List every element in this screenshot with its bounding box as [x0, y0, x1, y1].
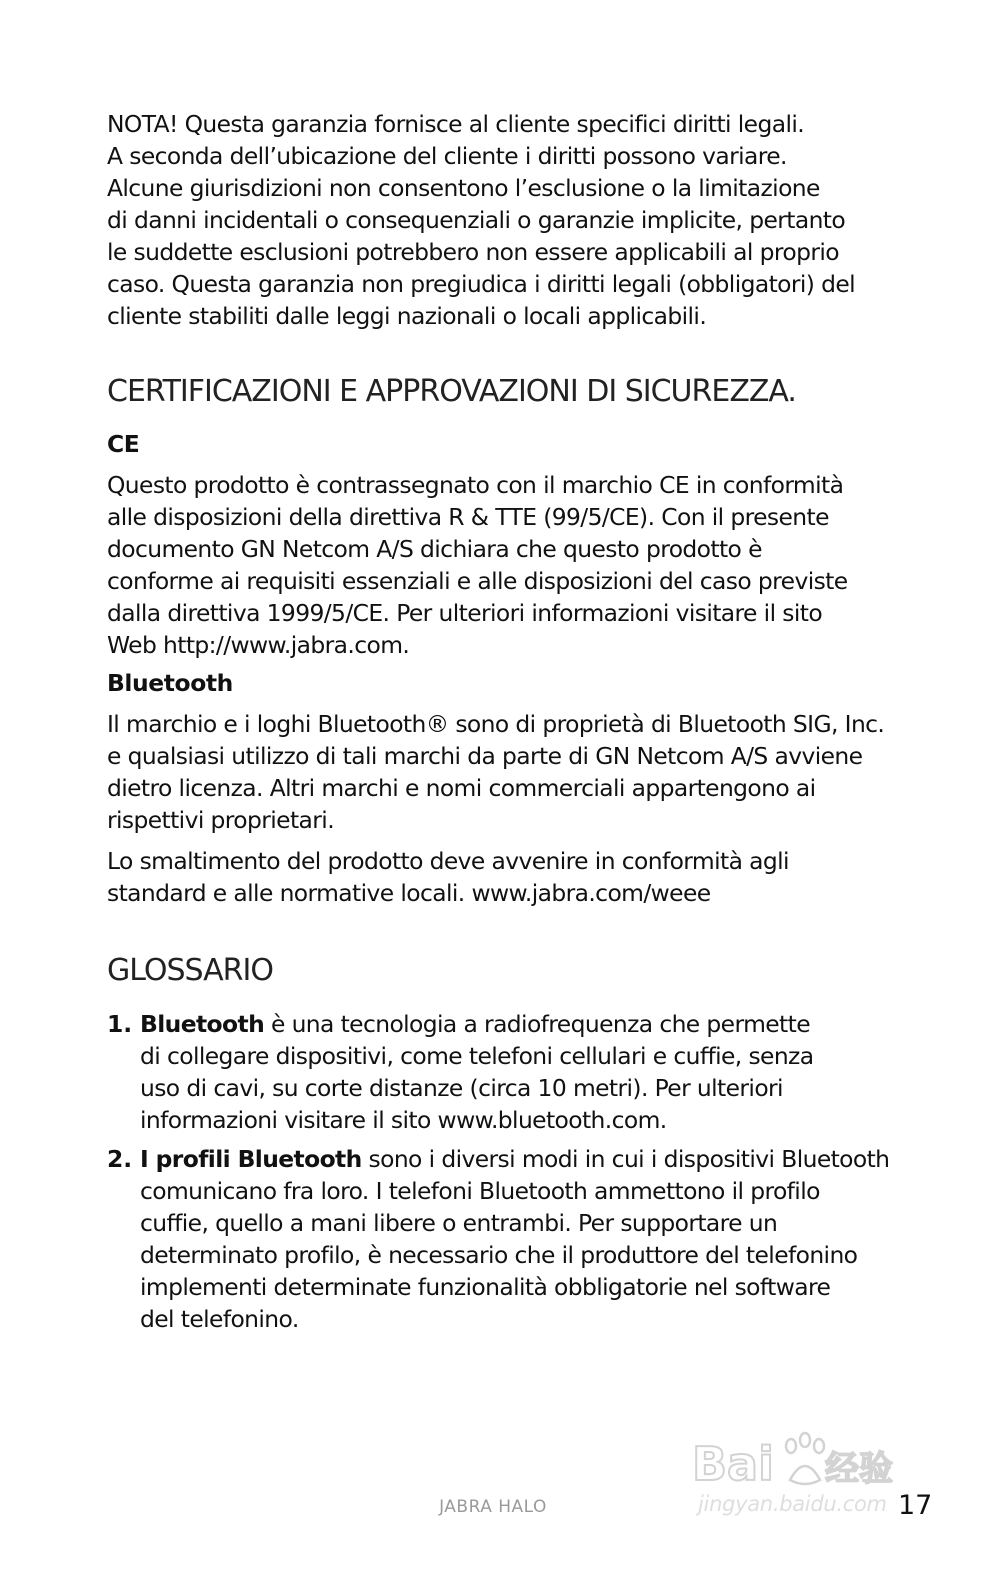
- list-number: 2.: [107, 1145, 133, 1173]
- text-line: caso. Questa garanzia non pregiudica i diritti legali (obbligatori) del: [107, 270, 856, 298]
- disposal-paragraph: [107, 845, 882, 909]
- bluetooth-paragraph: [107, 708, 885, 836]
- ce-subheading: CE: [107, 430, 140, 458]
- text-line: Alcune giurisdizioni non consentono l’esclusione o la limitazione: [107, 174, 820, 202]
- text-line: e qualsiasi utilizzo di tali marchi da parte di GN Netcom A/S avviene: [107, 742, 863, 770]
- text-line: documento GN Netcom A/S dichiara che questo prodotto è: [107, 535, 762, 563]
- list-number: 1.: [107, 1010, 133, 1038]
- footer-product-name: JABRA HALO: [439, 1497, 547, 1517]
- text-line: rispettivi proprietari.: [107, 806, 335, 834]
- text-line: conforme ai requisiti essenziali e alle disposizioni del caso previste: [107, 567, 848, 595]
- text-line: Web http://www.jabra.com.: [107, 631, 410, 659]
- glossary-item-body: [140, 1143, 890, 1335]
- text-line: determinato profilo, è necessario che il produttore del telefonino: [140, 1241, 858, 1269]
- text-line: Questo prodotto è contrassegnato con il marchio CE in conformità: [107, 471, 844, 499]
- text-line: standard e alle normative locali. www.jabra.com/weee: [107, 879, 711, 907]
- text-line: NOTA! Questa garanzia fornisce al cliente specifici diritti legali.: [107, 110, 805, 138]
- text-line: alle disposizioni della direttiva R & TTE (99/5/CE). Con il presente: [107, 503, 829, 531]
- glossary-heading: GLOSSARIO: [107, 953, 273, 988]
- text-line: cuffie, quello a mani libere o entrambi. Per supportare un: [140, 1209, 778, 1237]
- baidu-jingyan-watermark: [690, 1420, 920, 1540]
- certifications-heading: CERTIFICAZIONI E APPROVAZIONI DI SICUREZZA.: [107, 374, 796, 409]
- text-line: implementi determinate funzionalità obbligatorie nel software: [140, 1273, 831, 1301]
- glossary-term: Bluetooth: [140, 1010, 265, 1038]
- svg-text:Bai: Bai: [692, 1437, 774, 1490]
- text-line: uso di cavi, su corte distanze (circa 10 metri). Per ulteriori: [140, 1074, 783, 1102]
- watermark-url: jingyan.baidu.com: [698, 1492, 887, 1516]
- svg-text:经验: 经验: [825, 1449, 893, 1489]
- baidu-paw-logo-icon: [690, 1430, 915, 1490]
- text-line: Lo smaltimento del prodotto deve avvenire in conformità agli: [107, 847, 789, 875]
- glossary-definition-start: sono i diversi modi in cui i dispositivi Bluetooth: [361, 1145, 890, 1173]
- text-line: informazioni visitare il sito www.bluetooth.com.: [140, 1106, 667, 1134]
- text-line: di collegare dispositivi, come telefoni cellulari e cuffie, senza: [140, 1042, 814, 1070]
- text-line: del telefonino.: [140, 1305, 299, 1333]
- text-line: Il marchio e i loghi Bluetooth® sono di proprietà di Bluetooth SIG, Inc.: [107, 710, 885, 738]
- page-number: 17: [898, 1490, 933, 1521]
- warranty-note-paragraph: [107, 108, 882, 332]
- text-line: comunicano fra loro. I telefoni Bluetooth ammettono il profilo: [140, 1177, 820, 1205]
- text-line: di danni incidentali o consequenziali o garanzie implicite, pertanto: [107, 206, 846, 234]
- text-line: dalla direttiva 1999/5/CE. Per ulteriori informazioni visitare il sito: [107, 599, 823, 627]
- text-line: A seconda dell’ubicazione del cliente i diritti possono variare.: [107, 142, 787, 170]
- ce-paragraph: [107, 469, 882, 661]
- text-line: le suddette esclusioni potrebbero non essere applicabili al proprio: [107, 238, 839, 266]
- text-line: dietro licenza. Altri marchi e nomi commerciali appartengono ai: [107, 774, 816, 802]
- glossary-term: I profili Bluetooth: [140, 1145, 362, 1173]
- glossary-definition-start: è una tecnologia a radiofrequenza che permette: [264, 1010, 810, 1038]
- text-line: cliente stabiliti dalle leggi nazionali o locali applicabili.: [107, 302, 707, 330]
- bluetooth-subheading: Bluetooth: [107, 669, 233, 697]
- text-line: [140, 1008, 885, 1040]
- glossary-item-body: [140, 1008, 885, 1136]
- text-line: [140, 1143, 890, 1175]
